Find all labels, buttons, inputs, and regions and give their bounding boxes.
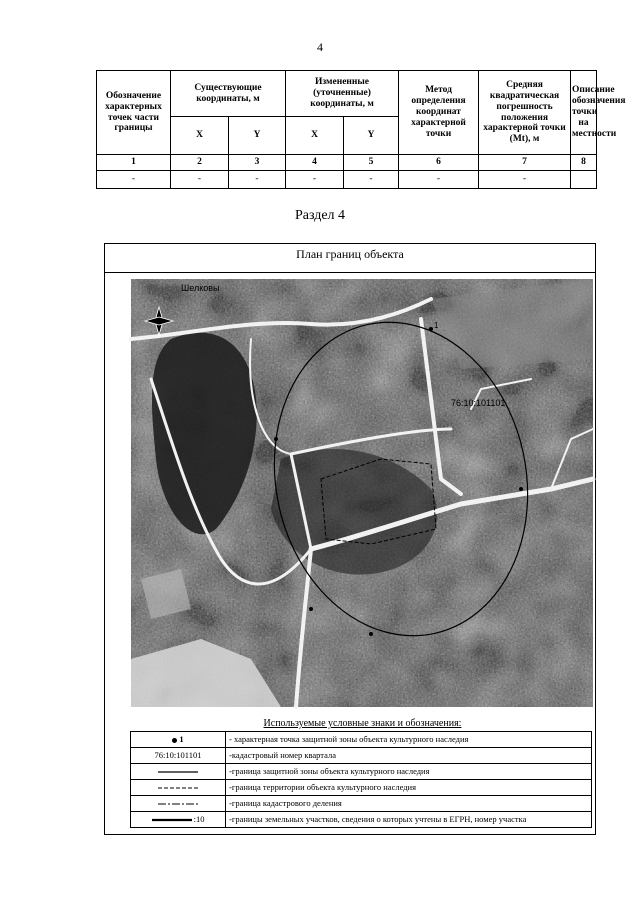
page-number: 4 bbox=[317, 40, 323, 54]
header-y-changed: Y bbox=[344, 117, 399, 155]
satellite-map bbox=[131, 279, 593, 707]
legend-text: -граница территории объекта культурного наследия bbox=[226, 780, 592, 796]
section-title: Раздел 4 bbox=[294, 208, 346, 223]
table-cell: - bbox=[479, 171, 571, 189]
legend-symbol: 76:10:101101 bbox=[131, 748, 226, 764]
legend-text: - характерная точка защитной зоны объекта культурного наследия bbox=[226, 732, 592, 748]
coordinates-table bbox=[96, 70, 626, 189]
legend-text: -граница кадастрового деления bbox=[226, 796, 592, 812]
table-index-row bbox=[97, 155, 597, 171]
table-cell: 6 bbox=[399, 155, 479, 171]
table-cell: - bbox=[399, 171, 479, 189]
header-accuracy: Средняя квадратическая погрешность положения характерной точки (Mt), м bbox=[479, 71, 571, 155]
legend-row bbox=[131, 748, 592, 764]
legend-row bbox=[131, 780, 592, 796]
legend-row bbox=[131, 732, 592, 748]
legend-symbol bbox=[131, 764, 226, 780]
map-label-point: 1 bbox=[434, 321, 439, 330]
header-method: Метод определения координат характерной точки bbox=[399, 71, 479, 155]
table-row bbox=[97, 171, 597, 189]
legend-symbol bbox=[131, 796, 226, 812]
map-label-parcel: 76:10:101101 bbox=[451, 398, 506, 408]
legend-symbol bbox=[131, 780, 226, 796]
table-cell: - bbox=[171, 171, 229, 189]
legend-row bbox=[131, 796, 592, 812]
map-label-village: Шелковы bbox=[181, 283, 220, 293]
header-designation: Обозначение характерных точек части границы bbox=[97, 71, 171, 155]
table-cell: 7 bbox=[479, 155, 571, 171]
buffer-zone-line-icon bbox=[158, 769, 198, 775]
header-existing-coords: Существующие координаты, м bbox=[171, 71, 286, 117]
header-y-existing: Y bbox=[229, 117, 286, 155]
legend-symbol: :10 bbox=[131, 812, 226, 828]
table-cell: - bbox=[286, 171, 344, 189]
table-cell: - bbox=[97, 171, 171, 189]
legend-title: Используемые условные знаки и обозначения: bbox=[263, 718, 462, 729]
table-cell: 2 bbox=[171, 155, 229, 171]
table-cell bbox=[571, 171, 597, 189]
legend-symbol: 1 bbox=[131, 732, 226, 748]
header-description: Описание обозначения точки на местности bbox=[571, 71, 597, 155]
table-cell: 5 bbox=[344, 155, 399, 171]
legend-row bbox=[131, 764, 592, 780]
table-cell: - bbox=[344, 171, 399, 189]
legend-text: -кадастровый номер квартала bbox=[226, 748, 592, 764]
legend-table bbox=[130, 731, 592, 828]
table-cell: 8 bbox=[571, 155, 597, 171]
plan-frame bbox=[104, 243, 596, 835]
header-changed-coords: Измененные (уточненные) координаты, м bbox=[286, 71, 399, 117]
legend-row bbox=[131, 812, 592, 828]
land-parcel-line-icon bbox=[152, 817, 192, 823]
legend-text: -границы земельных участков, сведения о которых учтены в ЕГРН, номер участка bbox=[226, 812, 592, 828]
table-cell: 4 bbox=[286, 155, 344, 171]
table-cell: - bbox=[229, 171, 286, 189]
point-marker-icon bbox=[172, 738, 177, 743]
plan-title: План границ объекта bbox=[105, 244, 595, 273]
table-cell: 3 bbox=[229, 155, 286, 171]
cadastral-division-line-icon bbox=[158, 801, 198, 807]
territory-line-icon bbox=[158, 785, 198, 791]
legend-text: -граница защитной зоны объекта культурного наследия bbox=[226, 764, 592, 780]
header-x-existing: X bbox=[171, 117, 229, 155]
header-x-changed: X bbox=[286, 117, 344, 155]
table-cell: 1 bbox=[97, 155, 171, 171]
